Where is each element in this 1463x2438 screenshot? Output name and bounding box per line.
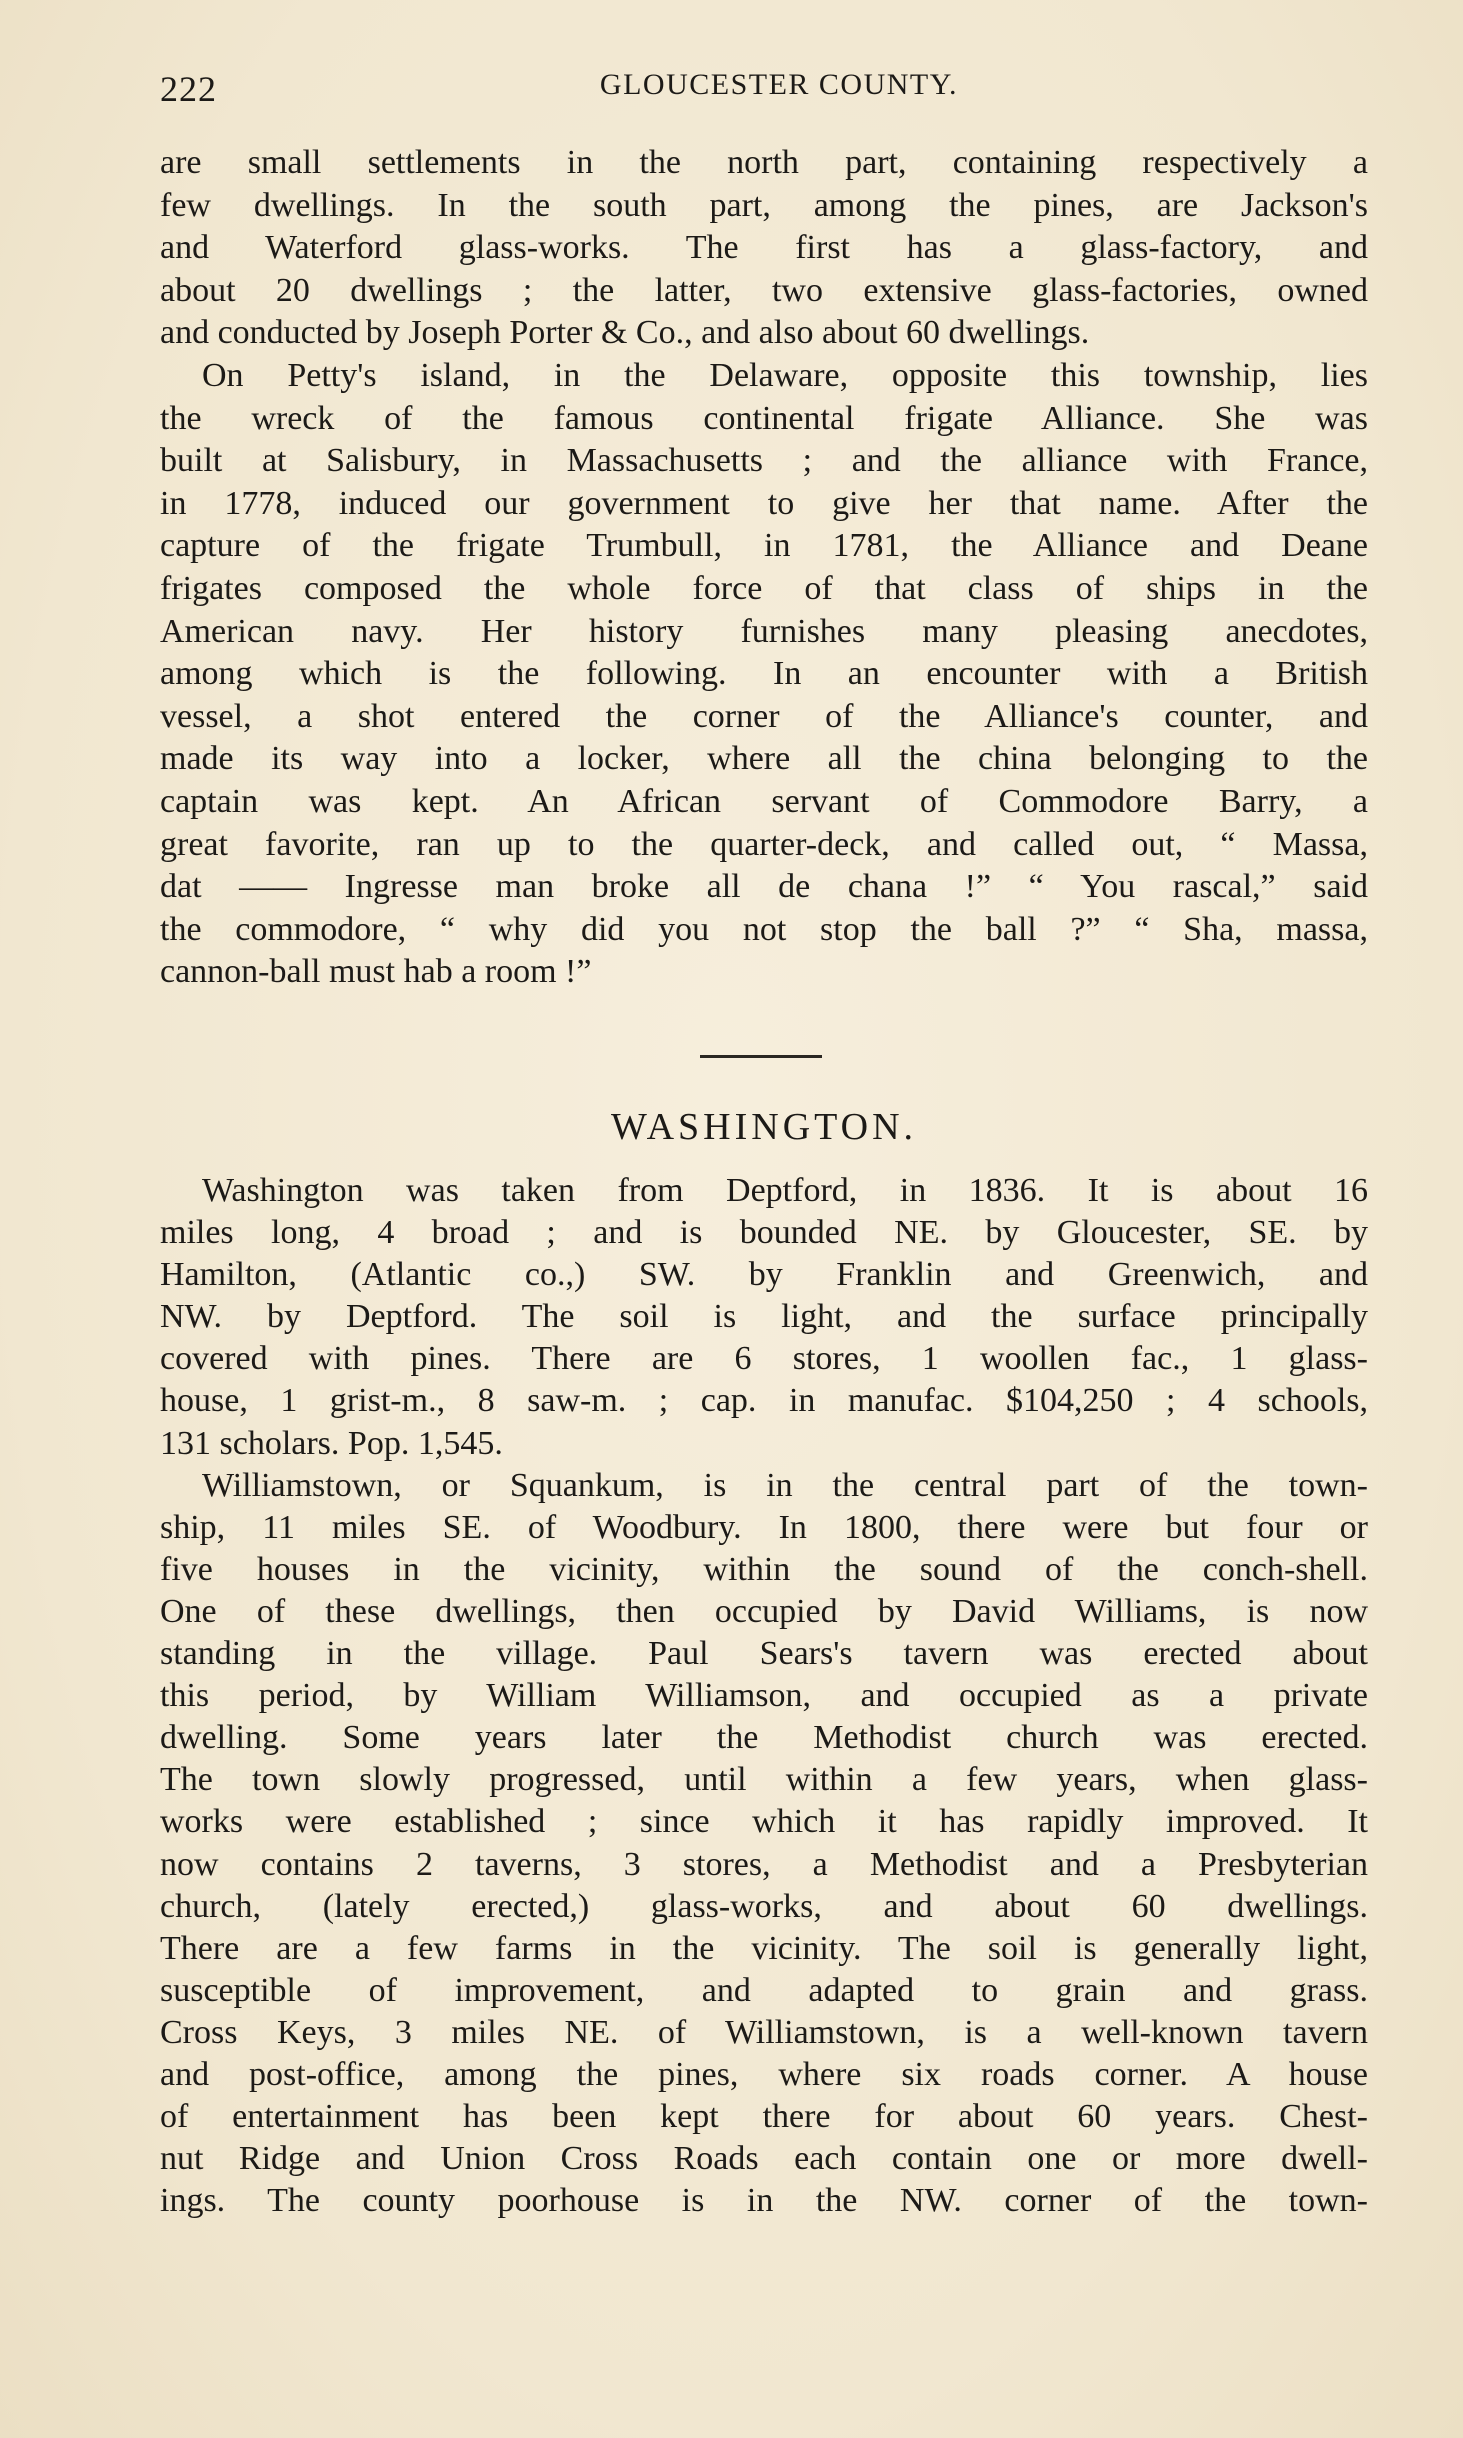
text-line: the wreck of the famous continental frigate Alliance. She was	[160, 399, 1368, 437]
text-line: capture of the frigate Trumbull, in 1781, the Alliance and Deane	[160, 527, 1368, 565]
top-text-block	[160, 142, 1368, 994]
text-line: built at Salisbury, in Massachusetts ; and the alliance with France,	[160, 442, 1368, 480]
text-line: ship, 11 miles SE. of Woodbury. In 1800, there were but four or	[160, 1508, 1368, 1546]
text-line: church, (lately erected,) glass-works, and about 60 dwellings.	[160, 1887, 1368, 1925]
text-line: and conducted by Joseph Porter & Co., and also about 60 dwellings.	[160, 314, 1090, 352]
text-line: captain was kept. An African servant of Commodore Barry, a	[160, 782, 1368, 820]
text-line: five houses in the vicinity, within the sound of the conch-shell.	[160, 1550, 1368, 1588]
text-line: few dwellings. In the south part, among the pines, are Jackson's	[160, 186, 1368, 224]
text-line: Washington was taken from Deptford, in 1836. It is about 16	[202, 1172, 1368, 1209]
text-line: Williamstown, or Squankum, is in the central part of the town-	[202, 1466, 1368, 1504]
text-line: now contains 2 taverns, 3 stores, a Methodist and a Presbyterian	[160, 1845, 1368, 1883]
text-line: and Waterford glass-works. The first has a glass-factory, and	[160, 229, 1368, 267]
running-head: GLOUCESTER COUNTY.	[599, 68, 959, 101]
text-line: great favorite, ran up to the quarter-deck, and called out, “ Massa,	[160, 825, 1368, 863]
text-line: works were established ; since which it has rapidly improved. It	[160, 1803, 1368, 1841]
page-number: 222	[160, 69, 217, 109]
text-line: NW. by Deptford. The soil is light, and the surface principally	[160, 1298, 1368, 1336]
text-line: cannon-ball must hab a room !”	[160, 953, 592, 991]
text-line: and post-office, among the pines, where six roads corner. A house	[160, 2055, 1368, 2093]
section-divider	[700, 1055, 822, 1058]
text-line: vessel, a shot entered the corner of the Alliance's counter, and	[160, 697, 1368, 735]
text-line: dwelling. Some years later the Methodist church was erected.	[160, 1719, 1368, 1757]
text-line: of entertainment has been kept there for about 60 years. Chest-	[160, 2098, 1368, 2136]
text-line: Cross Keys, 3 miles NE. of Williamstown, is a well-known tavern	[160, 2013, 1368, 2051]
text-line: One of these dwellings, then occupied by David Williams, is now	[160, 1592, 1368, 1630]
text-line: Hamilton, (Atlantic co.,) SW. by Franklin and Greenwich, and	[160, 1256, 1368, 1294]
text-line: On Petty's island, in the Delaware, opposite this township, lies	[202, 356, 1368, 394]
text-line: house, 1 grist-m., 8 saw-m. ; cap. in manufac. $104,250 ; 4 schools,	[160, 1382, 1368, 1420]
text-line: the commodore, “ why did you not stop the ball ?” “ Sha, massa,	[160, 910, 1368, 948]
text-line: dat —— Ingresse man broke all de chana !” “ You rascal,” said	[160, 868, 1368, 906]
text-line: The town slowly progressed, until within a few years, when glass-	[160, 1761, 1368, 1799]
text-line: about 20 dwellings ; the latter, two extensive glass-factories, owned	[160, 271, 1368, 309]
text-line: this period, by William Williamson, and occupied as a private	[160, 1677, 1368, 1715]
text-line: susceptible of improvement, and adapted to grain and grass.	[160, 1971, 1368, 2009]
text-line: There are a few farms in the vicinity. The soil is generally light,	[160, 1929, 1368, 1967]
text-line: made its way into a locker, where all the china belonging to the	[160, 740, 1368, 778]
text-line: among which is the following. In an encounter with a British	[160, 655, 1368, 693]
washington-text-block	[160, 1170, 1368, 2222]
text-line: nut Ridge and Union Cross Roads each contain one or more dwell-	[160, 2140, 1368, 2178]
section-title: WASHINGTON.	[610, 1106, 918, 1148]
page-header	[160, 62, 1368, 112]
text-line: are small settlements in the north part, containing respectively a	[160, 144, 1368, 181]
text-line: ings. The county poorhouse is in the NW. corner of the town-	[160, 2182, 1368, 2220]
text-line: American navy. Her history furnishes many pleasing anecdotes,	[160, 612, 1368, 650]
text-line: standing in the village. Paul Sears's tavern was erected about	[160, 1635, 1368, 1673]
text-line: miles long, 4 broad ; and is bounded NE. by Gloucester, SE. by	[160, 1214, 1368, 1252]
text-line: covered with pines. There are 6 stores, 1 woollen fac., 1 glass-	[160, 1340, 1368, 1378]
text-line: frigates composed the whole force of that class of ships in the	[160, 569, 1368, 607]
text-line: 131 scholars. Pop. 1,545.	[160, 1424, 503, 1462]
text-line: in 1778, induced our government to give her that name. After the	[160, 484, 1368, 522]
